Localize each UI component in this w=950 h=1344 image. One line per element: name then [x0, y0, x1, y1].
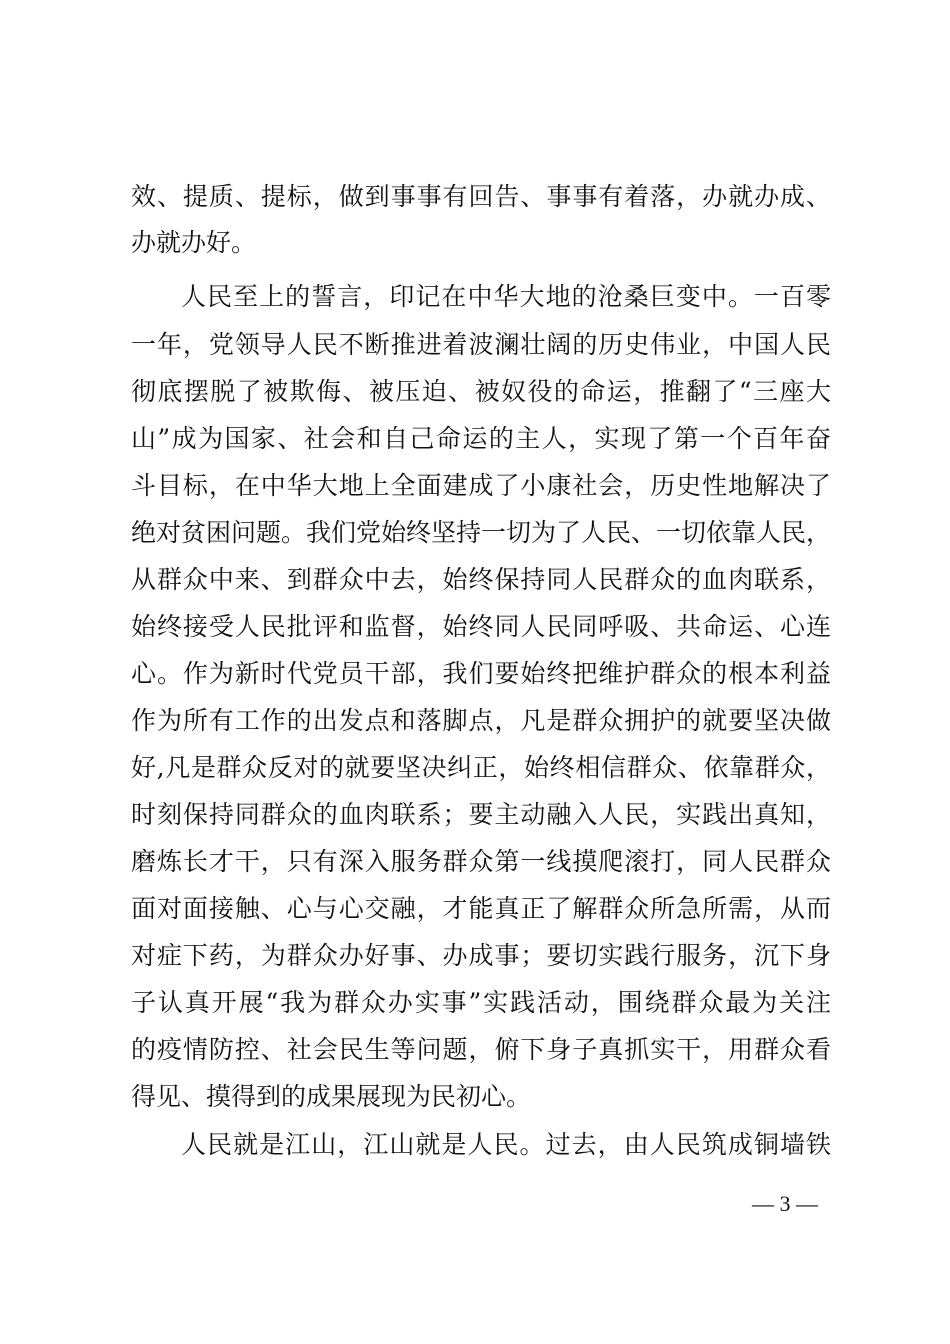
paragraph-first-line: 人民就是江山，江山就是人民。过去，由人民筑成铜墙铁: [181, 1130, 831, 1159]
text-line: 得见、摸得到的成果展现为民初心。: [131, 1082, 532, 1111]
text-line: 绝对贫困问题。我们党始终坚持一切为了人民、一切依靠人民，: [131, 518, 832, 547]
paragraph-first-line: 人民至上的誓言，印记在中华大地的沧桑巨变中。一百零: [181, 282, 831, 311]
text-line: 彻底摆脱了被欺侮、被压迫、被奴役的命运，推翻了“三座大: [131, 377, 831, 406]
text-line: 从群众中来、到群众中去，始终保持同人民群众的血肉联系，: [131, 565, 831, 594]
text-line: 好,凡是群众反对的就要坚决纠正，始终相信群众、依靠群众，: [131, 753, 831, 782]
text-line: 时刻保持同群众的血肉联系；要主动融入人民，实践出真知，: [131, 800, 831, 829]
text-line: 磨炼长才干，只有深入服务群众第一线摸爬滚打，同人民群众: [131, 847, 831, 876]
text-line: 山”成为国家、社会和自己命运的主人，实现了第一个百年奋: [131, 424, 831, 453]
page-number: — 3 —: [752, 1191, 818, 1216]
text-line: 作为所有工作的出发点和落脚点，凡是群众拥护的就要坚决做: [131, 706, 831, 735]
text-line: 对症下药，为群众办好事、办成事；要切实践行服务，沉下身: [131, 941, 831, 970]
text-line: 效、提质、提标，做到事事有回告、事事有着落，办就办成、: [131, 182, 831, 211]
text-line: 的疫情防控、社会民生等问题，俯下身子真抓实干，用群众看: [131, 1035, 831, 1064]
text-line: 子认真开展“我为群众办实事”实践活动，围绕群众最为关注: [131, 988, 831, 1017]
text-line: 斗目标，在中华大地上全面建成了小康社会，历史性地解决了: [131, 471, 831, 500]
text-line: 一年，党领导人民不断推进着波澜壮阔的历史伟业，中国人民: [131, 330, 831, 359]
text-line: 面对面接触、心与心交融，才能真正了解群众所急所需，从而: [131, 894, 831, 923]
text-line: 办就办好。: [131, 228, 257, 257]
text-line: 始终接受人民批评和监督，始终同人民同呼吸、共命运、心连: [131, 612, 831, 641]
text-line: 心。作为新时代党员干部，我们要始终把维护群众的根本利益: [131, 659, 831, 688]
